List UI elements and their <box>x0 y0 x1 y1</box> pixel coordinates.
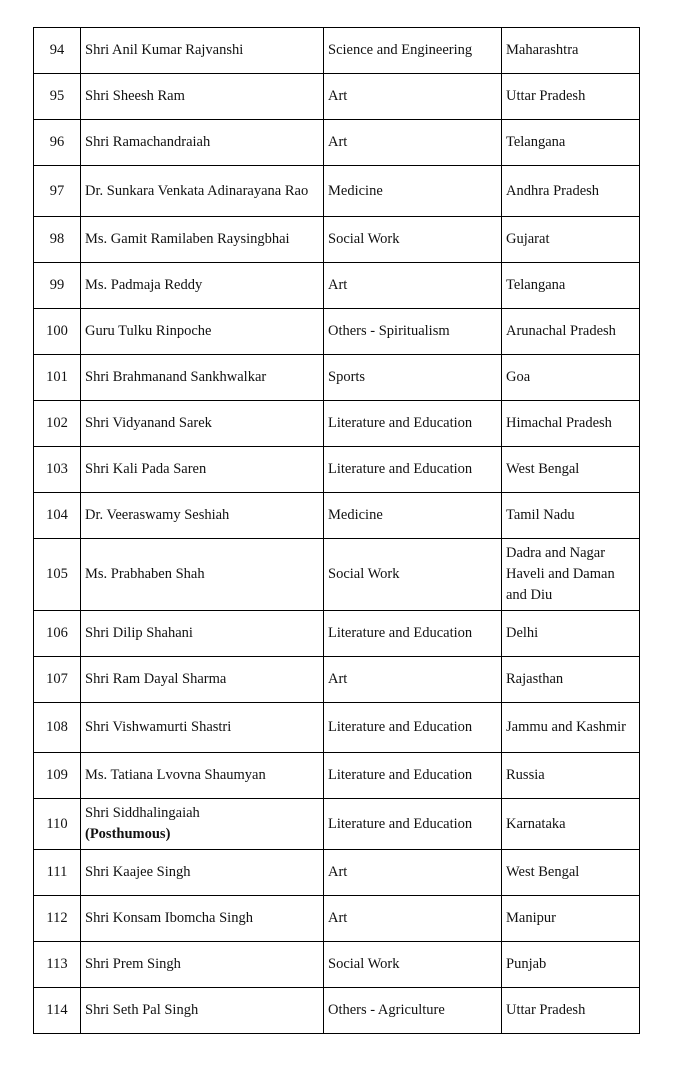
state-cell: Tamil Nadu <box>502 493 640 539</box>
serial-number-cell: 103 <box>34 447 81 493</box>
serial-number-cell: 96 <box>34 120 81 166</box>
awardee-name-cell <box>81 355 324 401</box>
table-row <box>34 799 640 850</box>
awardee-name: Shri Konsam Ibomcha Singh <box>85 910 253 926</box>
awardee-name-cell <box>81 263 324 309</box>
table-row <box>34 896 640 942</box>
awardee-name: Shri Ram Dayal Sharma <box>85 671 227 687</box>
awardee-name: Ms. Gamit Ramilaben Raysingbhai <box>85 231 290 247</box>
field-cell: Literature and Education <box>324 401 502 447</box>
field-cell: Medicine <box>324 493 502 539</box>
serial-number-cell: 97 <box>34 166 81 217</box>
table-row <box>34 539 640 611</box>
serial-number-cell: 100 <box>34 309 81 355</box>
awardee-name-cell <box>81 309 324 355</box>
awardee-name: Guru Tulku Rinpoche <box>85 323 212 339</box>
field-cell: Art <box>324 896 502 942</box>
serial-number-cell: 99 <box>34 263 81 309</box>
state-cell: West Bengal <box>502 850 640 896</box>
state-cell: Jammu and Kashmir <box>502 703 640 753</box>
awardee-name: Shri Vishwamurti Shastri <box>85 719 232 735</box>
table-row <box>34 493 640 539</box>
awardee-name-cell <box>81 896 324 942</box>
table-row <box>34 217 640 263</box>
awardee-name: Ms. Padmaja Reddy <box>85 277 203 293</box>
awardee-name-cell <box>81 753 324 799</box>
state-cell: Telangana <box>502 263 640 309</box>
serial-number-cell: 110 <box>34 799 81 850</box>
state-cell: Punjab <box>502 942 640 988</box>
awardee-name: Ms. Tatiana Lvovna Shaumyan <box>85 767 266 783</box>
awardee-name-cell <box>81 28 324 74</box>
field-cell: Sports <box>324 355 502 401</box>
serial-number-cell: 114 <box>34 988 81 1034</box>
field-cell: Art <box>324 263 502 309</box>
awardee-name-cell <box>81 74 324 120</box>
field-cell: Art <box>324 850 502 896</box>
awardee-name: Ms. Prabhaben Shah <box>85 566 205 582</box>
field-cell: Social Work <box>324 942 502 988</box>
awardee-name: Shri Vidyanand Sarek <box>85 415 212 431</box>
field-cell: Art <box>324 120 502 166</box>
field-cell: Science and Engineering <box>324 28 502 74</box>
table-body <box>34 28 640 1034</box>
awardee-name: Shri Seth Pal Singh <box>85 1002 199 1018</box>
awardee-name-cell <box>81 799 324 850</box>
table-row <box>34 611 640 657</box>
table-row <box>34 263 640 309</box>
awardee-name: Shri Dilip Shahani <box>85 625 193 641</box>
awardee-name-cell <box>81 401 324 447</box>
awardee-name-cell <box>81 611 324 657</box>
field-cell: Medicine <box>324 166 502 217</box>
awardee-name-cell <box>81 988 324 1034</box>
state-cell: Gujarat <box>502 217 640 263</box>
table-row <box>34 28 640 74</box>
field-cell: Others - Agriculture <box>324 988 502 1034</box>
state-cell: Dadra and Nagar Haveli and Daman and Diu <box>502 539 640 611</box>
awardee-name: Shri Brahmanand Sankhwalkar <box>85 369 267 385</box>
awardee-name: Shri Anil Kumar Rajvanshi <box>85 42 244 58</box>
awardee-name: Shri Kali Pada Saren <box>85 461 207 477</box>
awardee-name: Dr. Sunkara Venkata Adinarayana Rao <box>85 182 309 199</box>
serial-number-cell: 107 <box>34 657 81 703</box>
awardees-table <box>33 27 640 1034</box>
serial-number-cell: 94 <box>34 28 81 74</box>
awardee-name: Dr. Veeraswamy Seshiah <box>85 507 230 523</box>
awardee-name-cell <box>81 657 324 703</box>
serial-number-cell: 104 <box>34 493 81 539</box>
serial-number-cell: 98 <box>34 217 81 263</box>
field-cell: Art <box>324 657 502 703</box>
posthumous-note: (Posthumous) <box>85 826 171 842</box>
awardee-name-cell <box>81 447 324 493</box>
state-cell: Rajasthan <box>502 657 640 703</box>
serial-number-cell: 95 <box>34 74 81 120</box>
table-row <box>34 355 640 401</box>
state-cell: Himachal Pradesh <box>502 401 640 447</box>
state-cell: Goa <box>502 355 640 401</box>
table-row <box>34 401 640 447</box>
field-cell: Social Work <box>324 539 502 611</box>
state-cell: Arunachal Pradesh <box>502 309 640 355</box>
table-row <box>34 703 640 753</box>
table-row <box>34 753 640 799</box>
serial-number-cell: 111 <box>34 850 81 896</box>
table-row <box>34 850 640 896</box>
awardee-name: Shri Prem Singh <box>85 956 181 972</box>
state-cell: West Bengal <box>502 447 640 493</box>
awardee-name-cell <box>81 166 324 217</box>
state-cell: Karnataka <box>502 799 640 850</box>
awardee-name-cell <box>81 850 324 896</box>
field-cell: Art <box>324 74 502 120</box>
awardee-name: Shri Sheesh Ram <box>85 88 185 104</box>
serial-number-cell: 105 <box>34 539 81 611</box>
state-cell: Telangana <box>502 120 640 166</box>
field-cell: Social Work <box>324 217 502 263</box>
awardee-name-cell <box>81 217 324 263</box>
serial-number-cell: 102 <box>34 401 81 447</box>
table-row <box>34 309 640 355</box>
awardee-name-cell <box>81 942 324 988</box>
field-cell: Others - Spiritualism <box>324 309 502 355</box>
table-row <box>34 166 640 217</box>
serial-number-cell: 108 <box>34 703 81 753</box>
field-cell: Literature and Education <box>324 611 502 657</box>
table-row <box>34 447 640 493</box>
awardee-name-cell <box>81 120 324 166</box>
state-cell: Maharashtra <box>502 28 640 74</box>
table-row <box>34 120 640 166</box>
awardee-name: Shri Kaajee Singh <box>85 864 191 880</box>
serial-number-cell: 113 <box>34 942 81 988</box>
serial-number-cell: 112 <box>34 896 81 942</box>
awardee-name-cell <box>81 539 324 611</box>
table-row <box>34 74 640 120</box>
awardee-name-cell <box>81 703 324 753</box>
awardee-name: Shri Ramachandraiah <box>85 134 211 150</box>
state-cell: Russia <box>502 753 640 799</box>
state-cell: Andhra Pradesh <box>502 166 640 217</box>
field-cell: Literature and Education <box>324 753 502 799</box>
table-row <box>34 988 640 1034</box>
state-cell: Uttar Pradesh <box>502 988 640 1034</box>
awardee-name-cell <box>81 493 324 539</box>
state-cell: Uttar Pradesh <box>502 74 640 120</box>
field-cell: Literature and Education <box>324 799 502 850</box>
awardee-name: Shri Siddhalingaiah <box>85 805 200 821</box>
state-cell: Delhi <box>502 611 640 657</box>
field-cell: Literature and Education <box>324 703 502 753</box>
serial-number-cell: 109 <box>34 753 81 799</box>
state-cell: Manipur <box>502 896 640 942</box>
field-cell: Literature and Education <box>324 447 502 493</box>
table-row <box>34 657 640 703</box>
table-row <box>34 942 640 988</box>
serial-number-cell: 101 <box>34 355 81 401</box>
serial-number-cell: 106 <box>34 611 81 657</box>
